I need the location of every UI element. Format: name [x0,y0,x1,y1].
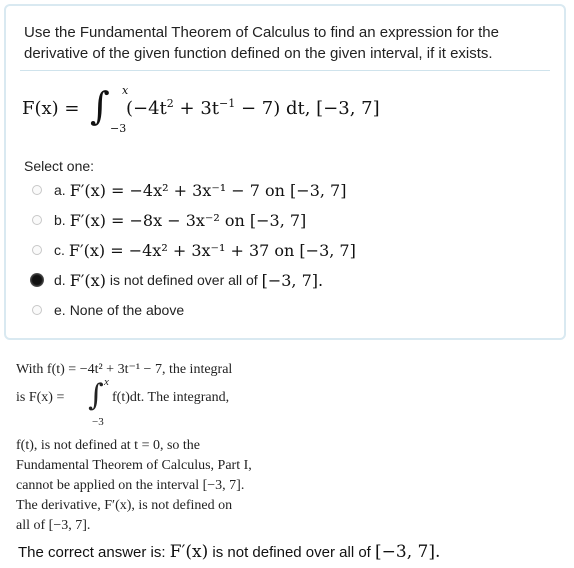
solution-line-7: all of [−3, 7]. [16,518,91,533]
option-d-text: is not defined over all of [105,272,262,288]
option-a-letter: a. [54,182,66,198]
option-e[interactable] [32,298,552,322]
answer-interval: [−3, 7]. [375,542,441,562]
answer-prefix: The correct answer is: [18,544,170,561]
question-line-2: derivative of the given function defined on the given interval, if it exists. [24,45,493,62]
option-e-letter: e. [54,302,66,318]
integral-sign-icon: ∫ [90,84,110,128]
option-b-letter: b. [54,212,66,228]
solution-int-upper: x [104,376,109,388]
option-c-letter: c. [54,242,65,258]
radio-c[interactable] [32,245,42,255]
function-definition [22,84,542,134]
option-d[interactable] [32,268,552,292]
option-a-text: F′(x) = −4x² + 3x⁻¹ − 7 on [−3, 7] [69,180,347,200]
solution-line-3: f(t), is not defined at t = 0, so the [16,438,201,453]
integral-lower-limit: −3 [110,122,127,135]
integral-upper-limit: x [122,84,129,97]
option-c[interactable] [32,238,552,262]
option-a[interactable] [32,178,552,202]
select-one-label: Select one: [24,158,95,174]
function-lhs: F(x) = [22,98,80,119]
radio-a[interactable] [32,185,42,195]
solution-line-5: cannot be applied on the interval [−3, 7]. [16,478,245,493]
solution-integral-icon: ∫ [88,378,104,413]
radio-e[interactable] [32,305,42,315]
integrand-exp-1: 2 [166,97,174,110]
solution-line-2a: is F(x) = [16,390,65,405]
question-line-1: Use the Fundamental Theorem of Calculus to find an expression for the [24,24,499,41]
answer-text: is not defined over all of [208,544,375,561]
solution-line-4: Fundamental Theorem of Calculus, Part I, [16,458,252,473]
radio-b[interactable] [32,215,42,225]
answer-math: F′(x) [169,542,209,562]
solution-line-1: With f(t) = −4t² + 3t⁻¹ − 7, the integral [16,362,233,377]
integrand-part-2: + 3t [173,98,220,119]
solution-line-6: The derivative, F′(x), is not defined on [16,498,233,513]
option-b[interactable] [32,208,552,232]
integrand [126,98,380,119]
option-d-interval: [−3, 7]. [261,270,324,290]
option-e-text: None of the above [69,302,185,318]
question-text [24,22,544,64]
option-d-math: F′(x) [69,270,106,290]
solution-int-lower: −3 [92,416,104,428]
option-b-text: F′(x) = −8x − 3x⁻² on [−3, 7] [69,210,307,230]
integrand-part-3: − 7) dt, [−3, 7] [235,98,380,119]
radio-d-selected[interactable] [30,273,44,287]
question-card [4,4,566,340]
integrand-exp-2: −1 [219,97,236,110]
integrand-part-1: (−4t [126,98,167,119]
option-d-letter: d. [54,272,66,288]
solution-line-2b: f(t)dt. The integrand, [112,390,230,405]
divider [20,70,550,71]
option-c-text: F′(x) = −4x² + 3x⁻¹ + 37 on [−3, 7] [68,240,356,260]
correct-answer [18,542,440,562]
